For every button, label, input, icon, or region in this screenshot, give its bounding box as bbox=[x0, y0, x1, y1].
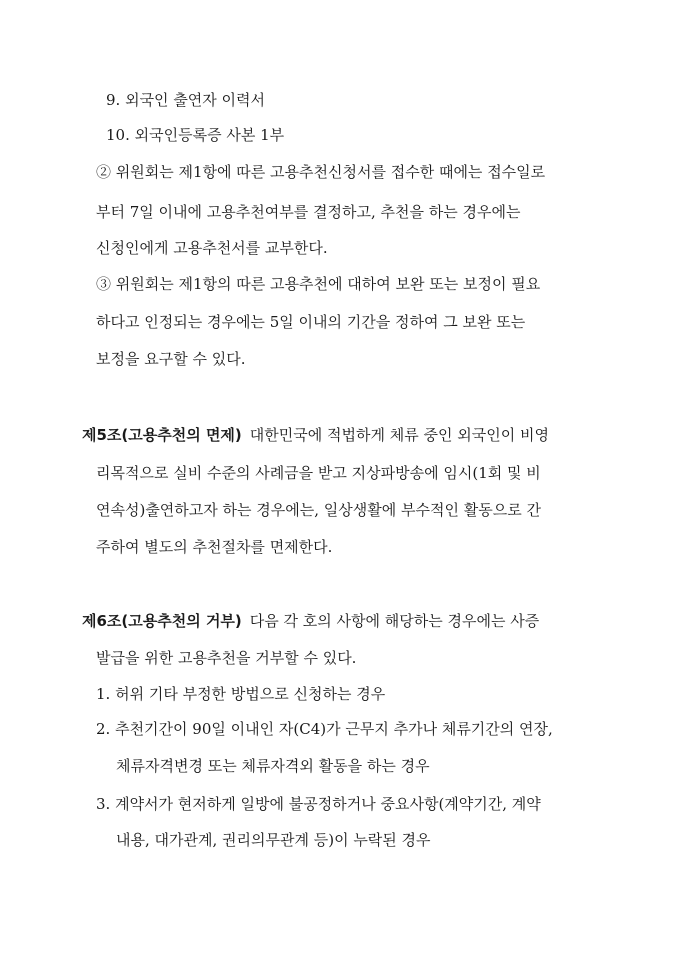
article-6-line-2: 발급을 위한 고용추천을 거부할 수 있다. bbox=[96, 649, 357, 667]
paragraph-2-line-1: ② 위원회는 제1항에 따른 고용추천신청서를 접수한 때에는 접수일로 bbox=[96, 163, 546, 181]
article-6-line-1 bbox=[82, 611, 539, 631]
paragraph-3-line-1: ③ 위원회는 제1항의 따른 고용추천에 대하여 보완 또는 보정이 필요 bbox=[96, 275, 541, 293]
article-5-line-4: 주하여 별도의 추천절차를 면제한다. bbox=[96, 538, 333, 556]
paragraph-3-line-2: 하다고 인정되는 경우에는 5일 이내의 기간을 정하여 그 보완 또는 bbox=[96, 313, 526, 331]
article-5-line-1 bbox=[82, 425, 549, 445]
article-5-line-1-text: 대한민국에 적법하게 체류 중인 외국인이 비영 bbox=[249, 426, 549, 444]
paragraph-2-line-2: 부터 7일 이내에 고용추천여부를 결정하고, 추천을 하는 경우에는 bbox=[96, 203, 521, 221]
article-6-title: 제6조(고용추천의 거부) bbox=[82, 612, 242, 630]
article-6-item-3-line-2: 내용, 대가관계, 권리의무관계 등)이 누락된 경우 bbox=[116, 831, 431, 849]
paragraph-3-line-3: 보정을 요구할 수 있다. bbox=[96, 350, 246, 368]
paragraph-2-line-3: 신청인에게 고용추천서를 교부한다. bbox=[96, 239, 328, 257]
list-item-10: 10. 외국인등록증 사본 1부 bbox=[106, 126, 285, 144]
article-6-line-1-text: 다음 각 호의 사항에 해당하는 경우에는 사증 bbox=[249, 612, 540, 630]
article-5-line-2: 리목적으로 실비 수준의 사례금을 받고 지상파방송에 임시(1회 및 비 bbox=[96, 464, 541, 482]
article-5-title: 제5조(고용추천의 면제) bbox=[82, 426, 242, 444]
article-6-item-1: 1. 허위 기타 부정한 방법으로 신청하는 경우 bbox=[96, 685, 386, 703]
article-5-line-3: 연속성)출연하고자 하는 경우에는, 일상생활에 부수적인 활동으로 간 bbox=[96, 501, 541, 519]
article-6-item-2-line-1: 2. 추천기간이 90일 이내인 자(C4)가 근무지 추가나 체류기간의 연장, bbox=[96, 720, 553, 738]
article-6-item-3-line-1: 3. 계약서가 현저하게 일방에 불공정하거나 중요사항(계약기간, 계약 bbox=[96, 795, 541, 813]
list-item-9: 9. 외국인 출연자 이력서 bbox=[106, 91, 266, 109]
article-6-item-2-line-2: 체류자격변경 또는 체류자격외 활동을 하는 경우 bbox=[116, 757, 430, 775]
